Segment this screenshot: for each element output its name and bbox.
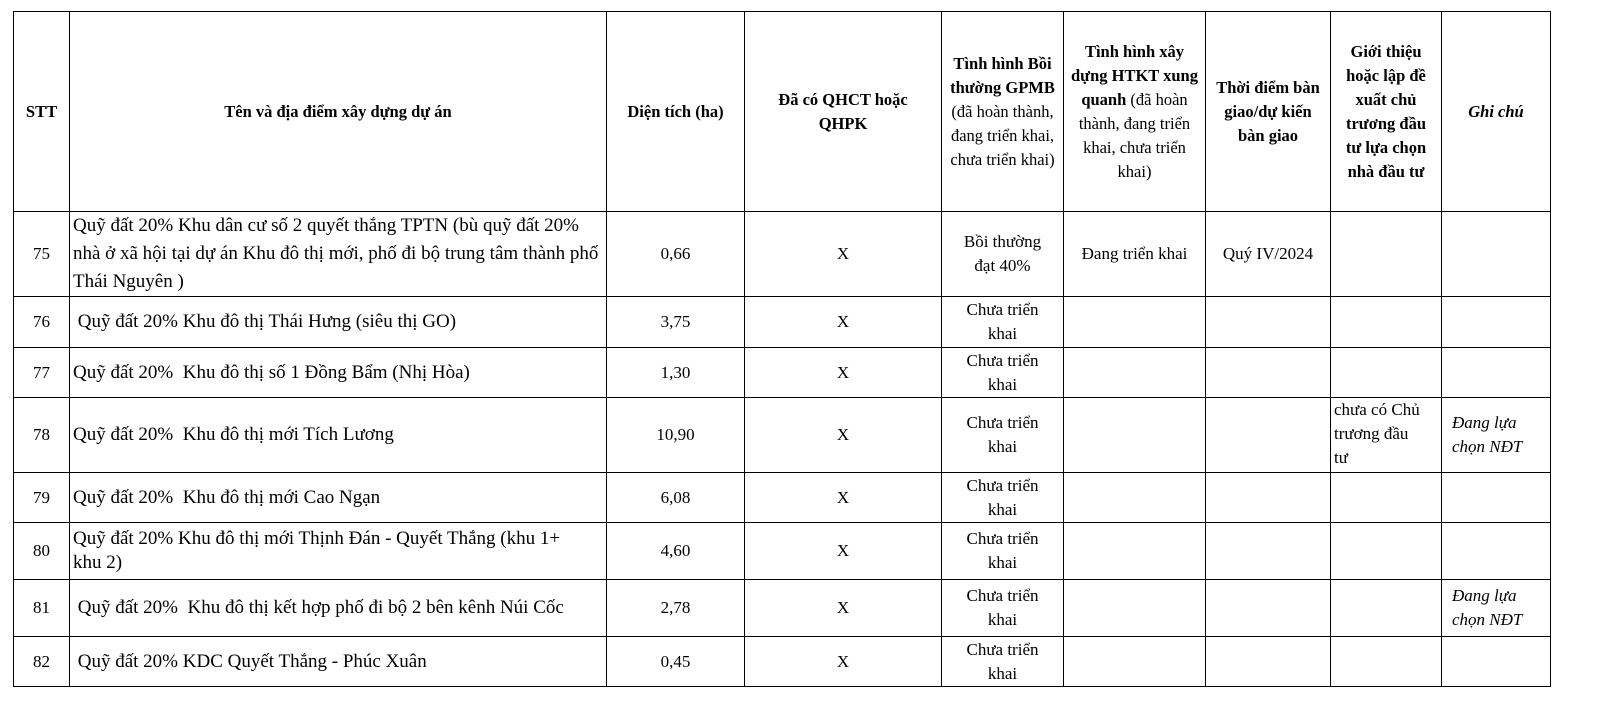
cell-handover	[1206, 580, 1331, 637]
cell-stt: 75	[14, 212, 70, 297]
cell-htkt	[1064, 637, 1206, 687]
cell-qhct: X	[745, 637, 942, 687]
cell-htkt	[1064, 348, 1206, 398]
cell-note	[1442, 523, 1551, 580]
cell-qhct: X	[745, 580, 942, 637]
cell-htkt	[1064, 580, 1206, 637]
cell-stt: 80	[14, 523, 70, 580]
cell-note	[1442, 297, 1551, 348]
cell-area: 3,75	[607, 297, 745, 348]
cell-stt: 78	[14, 398, 70, 473]
cell-name: Quỹ đất 20% Khu đô thị kết hợp phố đi bộ 2 bên kênh Núi Cốc	[70, 580, 607, 637]
cell-stt: 79	[14, 473, 70, 523]
cell-note	[1442, 212, 1551, 297]
cell-note	[1442, 637, 1551, 687]
cell-intro	[1331, 348, 1442, 398]
header-htkt	[1064, 12, 1206, 212]
table-row	[14, 473, 1551, 523]
cell-gpmb: Chưa triển khai	[942, 297, 1064, 348]
cell-htkt	[1064, 523, 1206, 580]
projects-table	[13, 11, 1551, 687]
header-intro: Giới thiệu hoặc lập đề xuất chủ trương đầu tư lựa chọn nhà đầu tư	[1331, 12, 1442, 212]
header-gpmb-light: (đã hoàn thành, đang triển khai, chưa triển khai)	[950, 101, 1055, 169]
cell-gpmb: Chưa triển khai	[942, 637, 1064, 687]
cell-name: Quỹ đất 20% Khu đô thị mới Tích Lương	[70, 398, 607, 473]
header-note: Ghi chú	[1442, 12, 1551, 212]
cell-htkt: Đang triển khai	[1064, 212, 1206, 297]
cell-name: Quỹ đất 20% KDC Quyết Thắng - Phúc Xuân	[70, 637, 607, 687]
table-row	[14, 523, 1551, 580]
cell-qhct: X	[745, 523, 942, 580]
cell-handover	[1206, 637, 1331, 687]
cell-qhct: X	[745, 398, 942, 473]
header-stt: STT	[14, 12, 70, 212]
cell-area: 6,08	[607, 473, 745, 523]
cell-intro	[1331, 580, 1442, 637]
cell-handover	[1206, 473, 1331, 523]
cell-stt: 82	[14, 637, 70, 687]
cell-qhct: X	[745, 348, 942, 398]
cell-name: Quỹ đất 20% Khu đô thị Thái Hưng (siêu thị GO)	[70, 297, 607, 348]
cell-stt: 81	[14, 580, 70, 637]
cell-intro	[1331, 473, 1442, 523]
cell-intro	[1331, 523, 1442, 580]
cell-area: 4,60	[607, 523, 745, 580]
cell-area: 2,78	[607, 580, 745, 637]
cell-area: 1,30	[607, 348, 745, 398]
cell-qhct: X	[745, 297, 942, 348]
cell-note: Đang lựa chọn NĐT	[1442, 580, 1551, 637]
header-gpmb-bold: Tình hình Bồi thường GPMB	[950, 53, 1055, 97]
cell-handover	[1206, 523, 1331, 580]
table-row	[14, 580, 1551, 637]
cell-qhct: X	[745, 473, 942, 523]
cell-handover	[1206, 348, 1331, 398]
table-row	[14, 297, 1551, 348]
header-area: Diện tích (ha)	[607, 12, 745, 212]
table-row	[14, 348, 1551, 398]
cell-name: Quỹ đất 20% Khu đô thị mới Cao Ngạn	[70, 473, 607, 523]
cell-area: 10,90	[607, 398, 745, 473]
cell-intro	[1331, 637, 1442, 687]
header-name: Tên và địa điểm xây dựng dự án	[70, 12, 607, 212]
cell-handover: Quý IV/2024	[1206, 212, 1331, 297]
cell-stt: 76	[14, 297, 70, 348]
cell-qhct: X	[745, 212, 942, 297]
cell-htkt	[1064, 473, 1206, 523]
table-row	[14, 637, 1551, 687]
header-qhct: Đã có QHCT hoặc QHPK	[745, 12, 942, 212]
header-htkt-bold: Tình hình xây dựng HTKT xung quanh	[1071, 41, 1198, 109]
cell-gpmb: Chưa triển khai	[942, 398, 1064, 473]
cell-note: Đang lựa chọn NĐT	[1442, 398, 1551, 473]
cell-stt: 77	[14, 348, 70, 398]
header-htkt-light: (đã hoàn thành, đang triển khai, chưa triển khai)	[1078, 89, 1191, 181]
cell-gpmb: Bồi thường đạt 40%	[942, 212, 1064, 297]
cell-htkt	[1064, 398, 1206, 473]
cell-intro: chưa có Chủ trương đầu tư	[1331, 398, 1442, 473]
cell-handover	[1206, 398, 1331, 473]
cell-note	[1442, 348, 1551, 398]
cell-name: Quỹ đất 20% Khu đô thị số 1 Đồng Bẩm (Nhị Hòa)	[70, 348, 607, 398]
cell-name: Quỹ đất 20% Khu đô thị mới Thịnh Đán - Quyết Thắng (khu 1+ khu 2)	[70, 523, 607, 580]
table-row	[14, 212, 1551, 297]
header-gpmb	[942, 12, 1064, 212]
cell-name: Quỹ đất 20% Khu dân cư số 2 quyết thắng TPTN (bù quỹ đất 20% nhà ở xã hội tại dự án Khu đô thị mới, phố đi bộ trung tâm thành phố Thái Nguyên )	[70, 212, 607, 297]
table-row	[14, 398, 1551, 473]
cell-area: 0,45	[607, 637, 745, 687]
cell-intro	[1331, 212, 1442, 297]
cell-gpmb: Chưa triển khai	[942, 580, 1064, 637]
header-row	[14, 12, 1551, 212]
cell-intro	[1331, 297, 1442, 348]
cell-gpmb: Chưa triển khai	[942, 523, 1064, 580]
cell-note	[1442, 473, 1551, 523]
cell-gpmb: Chưa triển khai	[942, 348, 1064, 398]
header-handover: Thời điểm bàn giao/dự kiến bàn giao	[1206, 12, 1331, 212]
cell-htkt	[1064, 297, 1206, 348]
cell-handover	[1206, 297, 1331, 348]
cell-area: 0,66	[607, 212, 745, 297]
cell-gpmb: Chưa triển khai	[942, 473, 1064, 523]
